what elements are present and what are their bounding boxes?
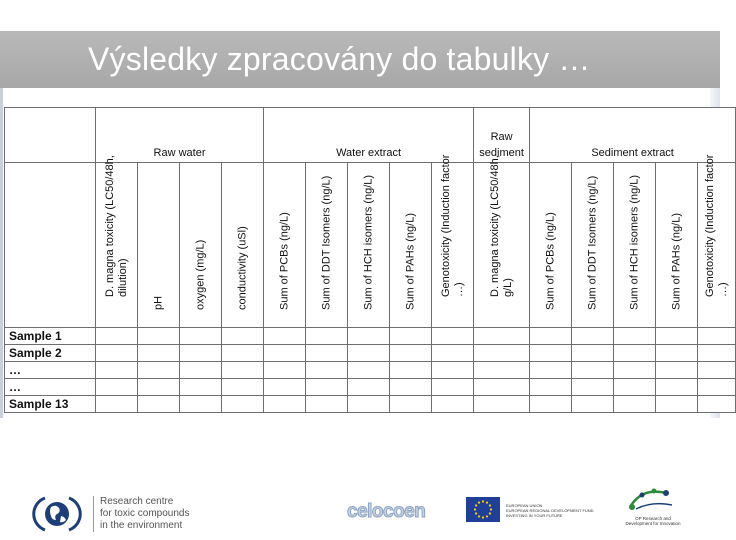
column-header: D. magna toxicity (LC50/48h, g/L) xyxy=(474,163,530,328)
table-cell xyxy=(474,379,530,396)
table-cell xyxy=(180,379,222,396)
table-cell xyxy=(348,328,390,345)
column-header: Sum of PAHs (ng/L) xyxy=(390,163,432,328)
research-centre-text: Research centre for toxic compounds in the environment xyxy=(93,496,190,532)
eu-fund-text: EUROPEAN UNION EUROPEAN REGIONAL DEVELOPMENT FUND INVESTING IN YOUR FUTURE xyxy=(506,503,594,518)
group-water-extract: Water extract xyxy=(264,108,474,163)
table-cell xyxy=(222,362,264,379)
table-cell xyxy=(656,396,698,413)
op-research-logo-icon xyxy=(622,485,682,515)
table-cell xyxy=(432,362,474,379)
table-cell xyxy=(698,362,736,379)
eu-flag-icon xyxy=(466,497,500,522)
table-cell xyxy=(138,345,180,362)
group-raw-water: Raw water xyxy=(96,108,264,163)
table-cell xyxy=(180,362,222,379)
table-cell xyxy=(306,328,348,345)
table-cell xyxy=(698,379,736,396)
table-cell xyxy=(474,345,530,362)
table-cell xyxy=(96,345,138,362)
table-cell xyxy=(96,379,138,396)
table-cell xyxy=(138,328,180,345)
op-research-text: OP Research and Development for Innovation xyxy=(625,516,681,526)
column-header: Sum of PAHs (ng/L) xyxy=(656,163,698,328)
table-cell xyxy=(96,396,138,413)
table-cell xyxy=(432,379,474,396)
table-cell xyxy=(348,379,390,396)
table-cell xyxy=(180,345,222,362)
table-cell xyxy=(264,396,306,413)
table-cell xyxy=(306,379,348,396)
table-cell xyxy=(614,328,656,345)
row-label: … xyxy=(5,379,96,396)
table-cell xyxy=(530,328,572,345)
table-row xyxy=(5,345,736,362)
table-cell xyxy=(474,328,530,345)
column-header: D. magna toxicity (LC50/48h, dilution) xyxy=(96,163,138,328)
table-cell xyxy=(264,362,306,379)
column-header: oxygen (mg/L) xyxy=(180,163,222,328)
table-cell xyxy=(138,396,180,413)
table-cell xyxy=(390,345,432,362)
table-cell xyxy=(530,362,572,379)
table-cell xyxy=(614,379,656,396)
table-cell xyxy=(222,396,264,413)
column-header: Sum of HCH isomers (ng/L) xyxy=(614,163,656,328)
row-label: Sample 2 xyxy=(5,345,96,362)
table-cell xyxy=(264,345,306,362)
table-cell xyxy=(530,345,572,362)
corner-cell xyxy=(5,163,96,328)
table-cell xyxy=(656,379,698,396)
table-cell xyxy=(572,362,614,379)
column-header: Genotoxicity (Induction factor …) xyxy=(698,163,736,328)
table-cell xyxy=(306,396,348,413)
table-cell xyxy=(572,345,614,362)
table-cell xyxy=(348,362,390,379)
recetox-globe-icon xyxy=(35,494,79,534)
table-cell xyxy=(656,328,698,345)
table-cell xyxy=(530,379,572,396)
table-cell xyxy=(180,396,222,413)
table-cell xyxy=(306,362,348,379)
table-row xyxy=(5,362,736,379)
table-row xyxy=(5,379,736,396)
celocoen-logo: celocoen xyxy=(347,501,426,522)
table-cell xyxy=(614,345,656,362)
column-header: Sum of DDT Isomers (ng/L) xyxy=(572,163,614,328)
column-header: pH xyxy=(138,163,180,328)
corner-cell xyxy=(5,108,96,163)
table-cell xyxy=(572,328,614,345)
table-cell xyxy=(96,362,138,379)
row-label: … xyxy=(5,362,96,379)
table-cell xyxy=(530,396,572,413)
table-cell xyxy=(348,345,390,362)
results-table xyxy=(4,107,736,413)
table-cell xyxy=(572,396,614,413)
group-raw-sediment: Raw sediment xyxy=(474,108,530,163)
table-cell xyxy=(264,328,306,345)
column-header: Sum of PCBs (ng/L) xyxy=(264,163,306,328)
column-header: Sum of PCBs (ng/L) xyxy=(530,163,572,328)
group-sediment-extract: Sediment extract xyxy=(530,108,736,163)
table-row xyxy=(5,396,736,413)
table-cell xyxy=(474,396,530,413)
table-cell xyxy=(572,379,614,396)
table-cell xyxy=(390,379,432,396)
row-label: Sample 1 xyxy=(5,328,96,345)
left-edge-shade xyxy=(0,88,3,418)
table-row xyxy=(5,328,736,345)
table-cell xyxy=(390,396,432,413)
table-cell xyxy=(698,328,736,345)
table-cell xyxy=(138,379,180,396)
table-cell xyxy=(432,396,474,413)
table-cell xyxy=(180,328,222,345)
slide-title: Výsledky zpracovány do tabulky … xyxy=(88,41,591,77)
column-header: Sum of HCH isomers (ng/L) xyxy=(348,163,390,328)
column-header: Sum of DDT Isomers (ng/L) xyxy=(306,163,348,328)
table-cell xyxy=(96,328,138,345)
table-cell xyxy=(614,396,656,413)
table-cell xyxy=(348,396,390,413)
table-cell xyxy=(656,345,698,362)
table-cell xyxy=(698,345,736,362)
table-cell xyxy=(614,362,656,379)
table-cell xyxy=(390,362,432,379)
table-cell xyxy=(222,379,264,396)
table-cell xyxy=(264,379,306,396)
table-cell xyxy=(432,328,474,345)
table-cell xyxy=(138,362,180,379)
table-cell xyxy=(474,362,530,379)
table-cell xyxy=(390,328,432,345)
table-cell xyxy=(222,328,264,345)
column-header: conductivity (uSl) xyxy=(222,163,264,328)
table-cell xyxy=(698,396,736,413)
table-cell xyxy=(432,345,474,362)
column-header-row xyxy=(5,163,736,328)
table-cell xyxy=(222,345,264,362)
column-header: Genotoxicity (Induction factor …) xyxy=(432,163,474,328)
table-cell xyxy=(656,362,698,379)
row-label: Sample 13 xyxy=(5,396,96,413)
table-cell xyxy=(306,345,348,362)
